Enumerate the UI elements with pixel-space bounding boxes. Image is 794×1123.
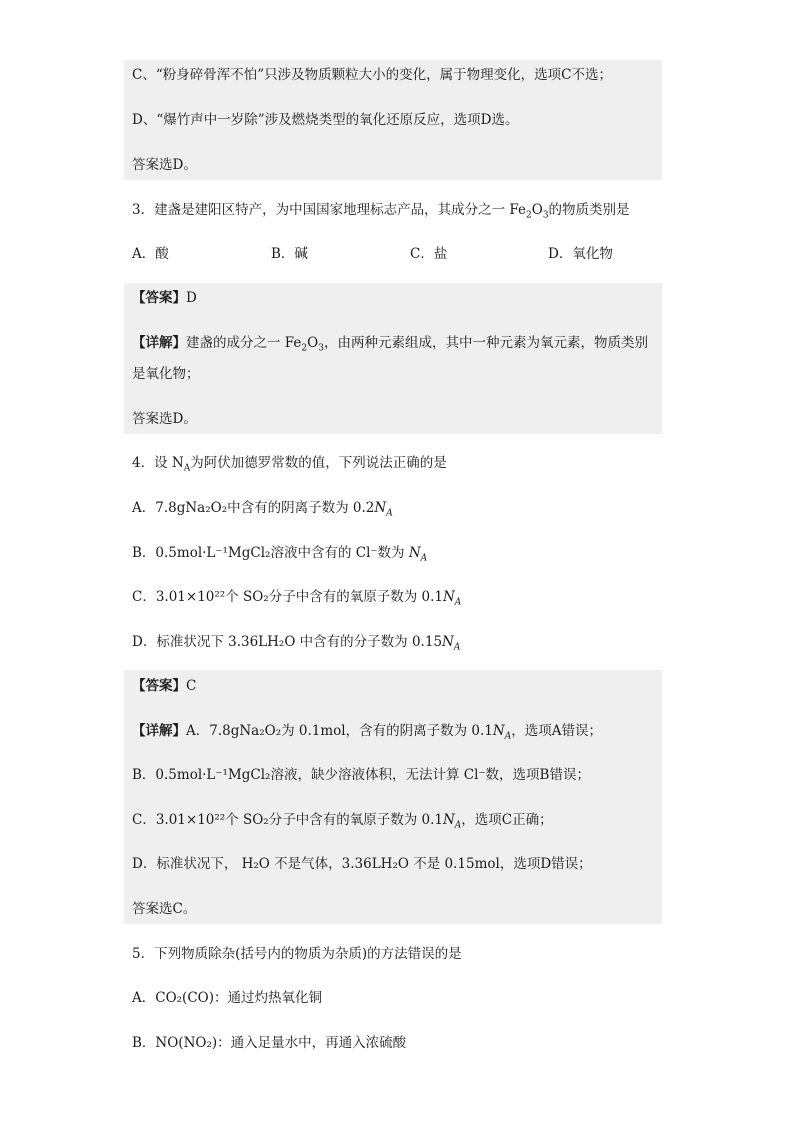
- explanation-line-c: C、“粉身碎骨浑不怕”只涉及物质颗粒大小的变化，属于物理变化，选项C不选；: [132, 67, 612, 83]
- answer-block-q3: [124, 283, 662, 434]
- detail-q4-d: D．标准状况下， H₂O 不是气体，3.36LH₂O 不是 0.15mol，选项D错误；: [132, 856, 592, 872]
- answer-conclusion-q3: 答案选D。: [132, 411, 197, 427]
- detail-q3: 【详解】建盏的成分之一 $Fe_2O_3$，由两种元素组成，其中一种元素为氧元素，物质类别: [132, 335, 648, 354]
- option-b: B．碱: [271, 246, 308, 262]
- detail-q4-b: B．0.5mol·L⁻¹MgCl₂溶液，缺少溶液体积，无法计算 Cl⁻数，选项B错误；: [132, 767, 590, 783]
- question-4-option-b: B．0.5mol·L⁻¹MgCl₂溶液中含有的 Cl⁻数为 $N_A$: [132, 545, 428, 564]
- option-a: A．酸: [132, 246, 169, 262]
- option-d: D．氧化物: [548, 246, 613, 262]
- answer-q4: 【答案】C: [132, 678, 197, 694]
- detail-q4-c: C．3.01×10²²个 SO₂分子中含有的氧原子数为 $0.1N_A$，选项C正确；: [132, 812, 553, 831]
- question-5-option-b: B．NO(NO₂)：通入足量水中，再通入浓硫酸: [132, 1035, 407, 1051]
- question-4-option-d: D．标准状况下 3.36LH₂O 中含有的分子数为 $0.15N_A$: [132, 634, 461, 653]
- answer-conclusion-q4: 答案选C。: [132, 901, 197, 917]
- question-3-stem: 3．建盏是建阳区特产，为中国国家地理标志产品，其成分之一 $Fe_2O_3$的物质类别是: [132, 202, 630, 221]
- explanation-line-d: D、“爆竹声中一岁除”涉及燃烧类型的氧化还原反应，选项D选。: [132, 112, 519, 128]
- answer-q3: 【答案】D: [132, 290, 197, 306]
- option-c: C．盐: [410, 246, 448, 262]
- question-4-option-c: C．3.01×10²²个 SO₂分子中含有的氧原子数为 $0.1N_A$: [132, 589, 462, 608]
- question-5-stem: 5．下列物质除杂(括号内的物质为杂质)的方法错误的是: [132, 946, 462, 962]
- question-4-stem: 4．设 $N_A$为阿伏加德罗常数的值，下列说法正确的是: [132, 455, 447, 474]
- question-4-option-a: A．7.8gNa₂O₂中含有的阴离子数为 $0.2N_A$: [132, 500, 393, 519]
- detail-q4-a: 【详解】A．7.8gNa₂O₂为 0.1mol，含有的阴离子数为 $0.1N_A$，选项A错误；: [132, 723, 602, 742]
- answer-conclusion-q2: 答案选D。: [132, 157, 197, 173]
- question-5-option-a: A．CO₂(CO)：通过灼热氧化铜: [132, 990, 322, 1006]
- detail-q3-line2: 是氧化物；: [132, 366, 200, 382]
- answer-block-q4: [124, 670, 662, 924]
